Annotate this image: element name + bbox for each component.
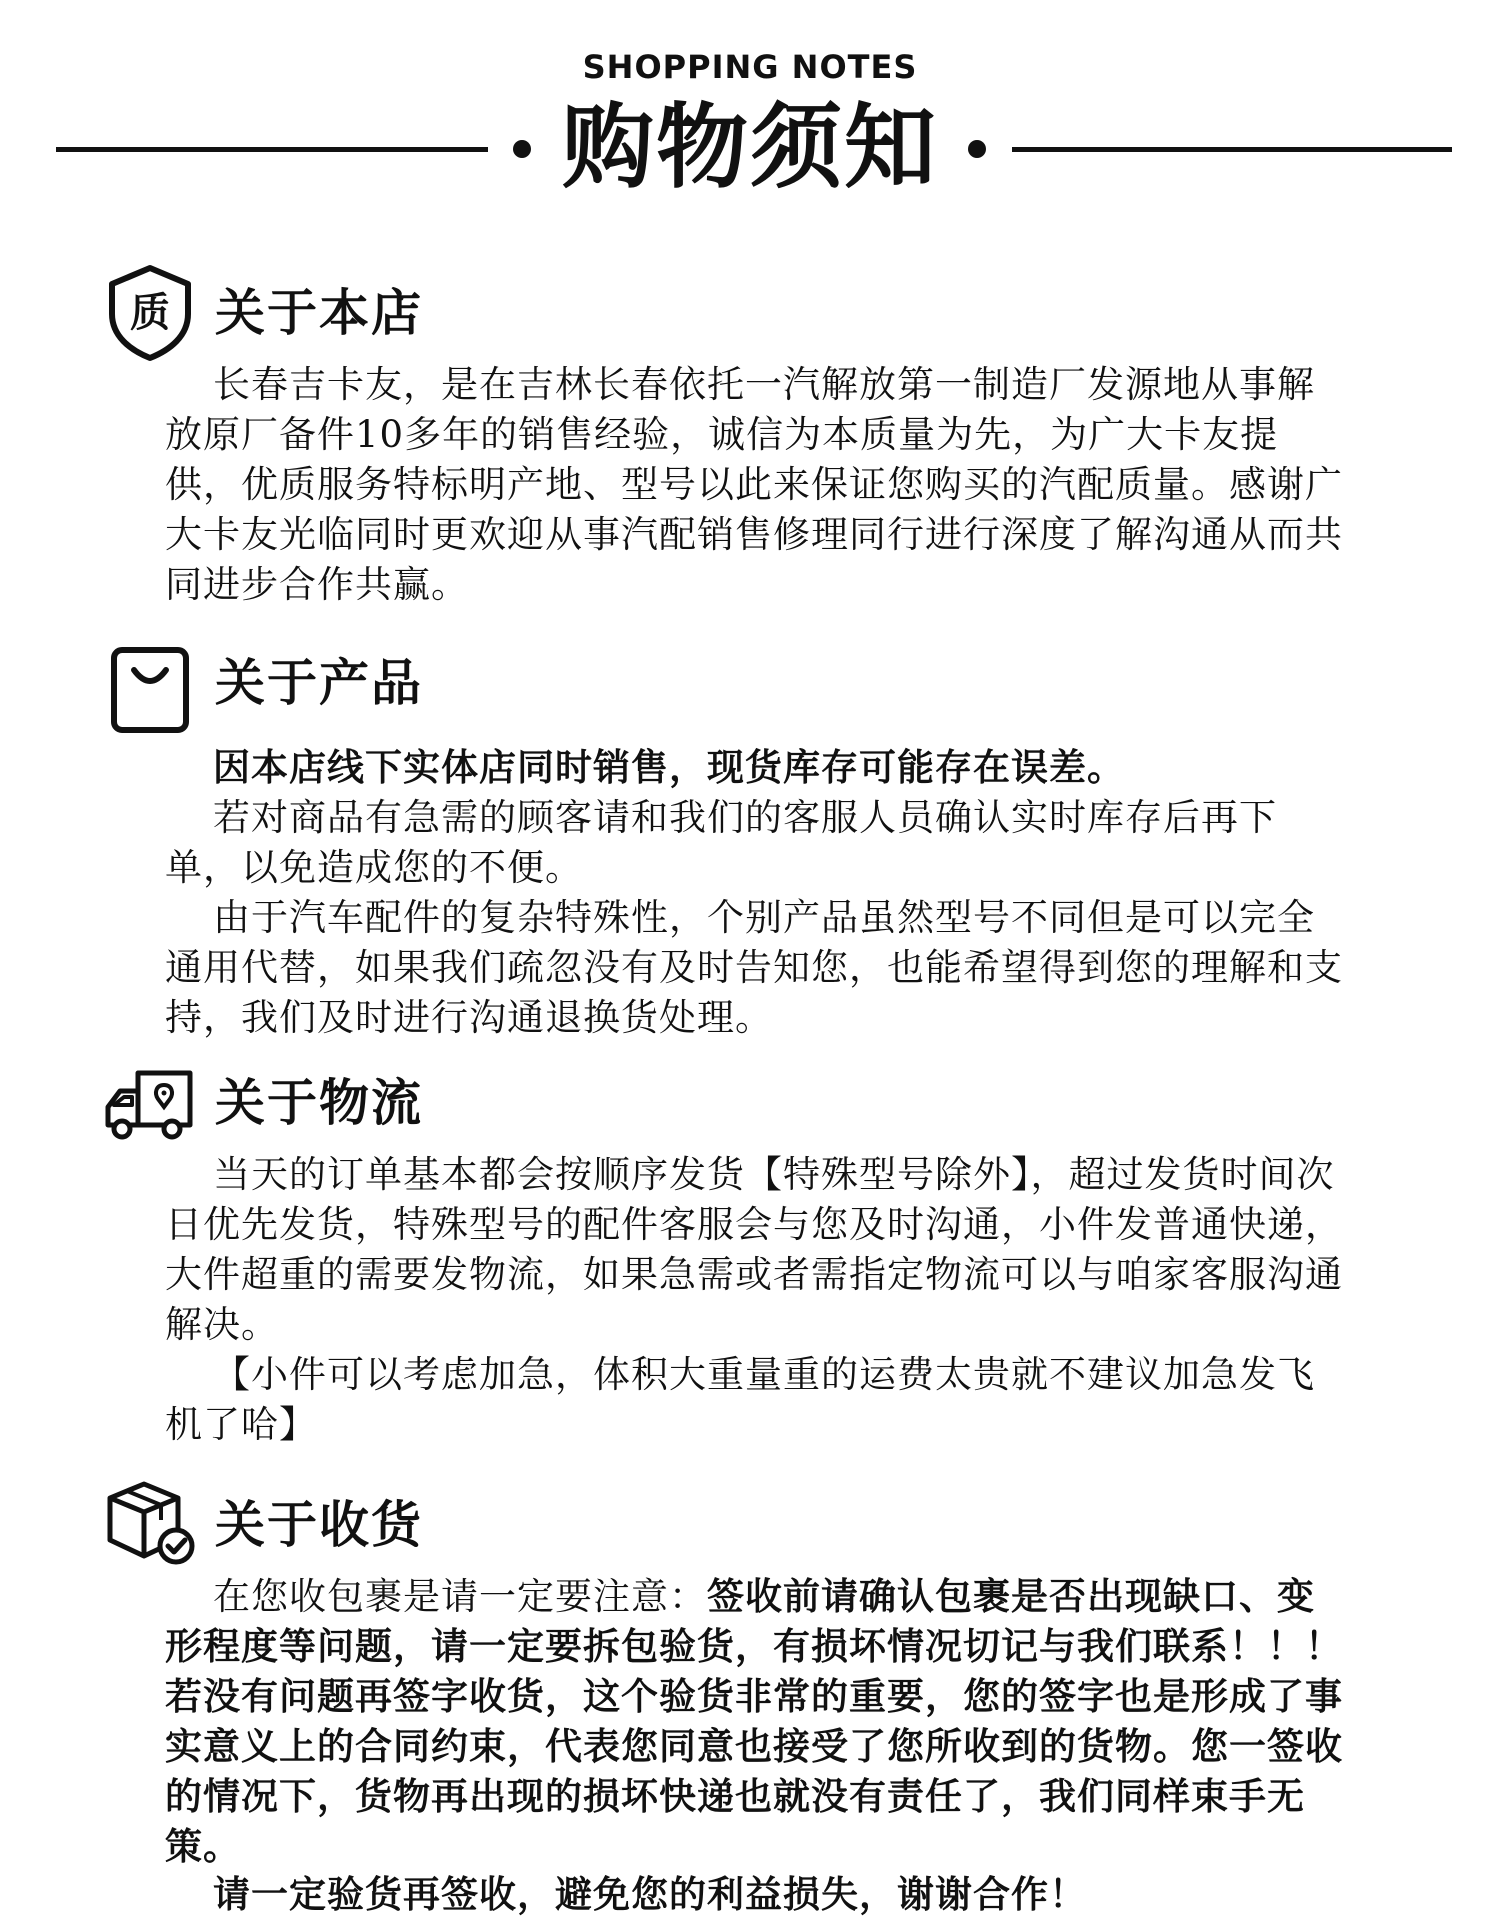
receiving-intro: 在您收包裹是请一定要注意： xyxy=(213,1575,707,1618)
logistics-paragraph-2: 【小件可以考虑加急，体积大重量重的运费太贵就不建议加急发飞机了哈】 xyxy=(165,1353,1315,1446)
subtitle-english: SHOPPING NOTES xyxy=(582,48,918,86)
product-stock-notice: 因本店线下实体店同时销售，现货库存可能存在误差。 xyxy=(213,746,1125,789)
receiving-warning: 签收前请确认包裹是否出现缺口、变形程度等问题，请一定要拆包验货，有损坏情况切记与我们联系！！！若没有问题再签字收货，这个验货非常的重要，您的签字也是形成了事实意义上的合同约束，代表您同意也接受了您所收到的货物。您一签收的情况下，货物再出现的损坏快递也就没有责任了，我们同样束手无策。 xyxy=(165,1575,1343,1868)
divider-dot-right xyxy=(968,140,986,158)
section-title-store: 关于本店 xyxy=(215,284,423,342)
store-description: 长春吉卡友，是在吉林长春依托一汽解放第一制造厂发源地从事解放原厂备件10多年的销售经验，诚信为本质量为先，为广大卡友提供，优质服务特标明产地、型号以此来保证您购买的汽配质量。感谢广大卡友光临同时更欢迎从事汽配销售修理同行进行深度了解沟通从而共同进步合作共赢。 xyxy=(165,363,1343,606)
page-title: 购物须知 xyxy=(561,94,938,201)
quality-shield-icon xyxy=(100,262,200,362)
logistics-paragraph-1: 当天的订单基本都会按顺序发货【特殊型号除外】，超过发货时间次日优先发货，特殊型号的配件客服会与您及时沟通，小件发普通快递，大件超重的需要发物流，如果急需或者需指定物流可以与咱家客服沟通解决。 xyxy=(165,1153,1343,1346)
receiving-closing: 请一定验货再签收，避免您的利益损失，谢谢合作！ xyxy=(213,1873,1087,1916)
package-check-icon xyxy=(100,1470,200,1570)
divider-line-right xyxy=(1012,147,1452,152)
product-paragraph-1: 若对商品有急需的顾客请和我们的客服人员确认实时库存后再下单，以免造成您的不便。 xyxy=(165,796,1277,889)
section-title-product: 关于产品 xyxy=(215,654,423,712)
shopping-bag-icon xyxy=(100,640,200,740)
section-title-receiving: 关于收货 xyxy=(215,1496,423,1554)
product-paragraph-2: 由于汽车配件的复杂特殊性，个别产品虽然型号不同但是可以完全通用代替，如果我们疏忽没有及时告知您，也能希望得到您的理解和支持，我们及时进行沟通退换货处理。 xyxy=(165,896,1343,1039)
shield-icon-label: 质 xyxy=(130,290,170,336)
section-title-logistics: 关于物流 xyxy=(215,1074,423,1132)
divider-line-left xyxy=(56,147,488,152)
divider-dot-left xyxy=(513,140,531,158)
delivery-truck-icon xyxy=(100,1055,200,1155)
receiving-notice xyxy=(165,1572,1345,1872)
